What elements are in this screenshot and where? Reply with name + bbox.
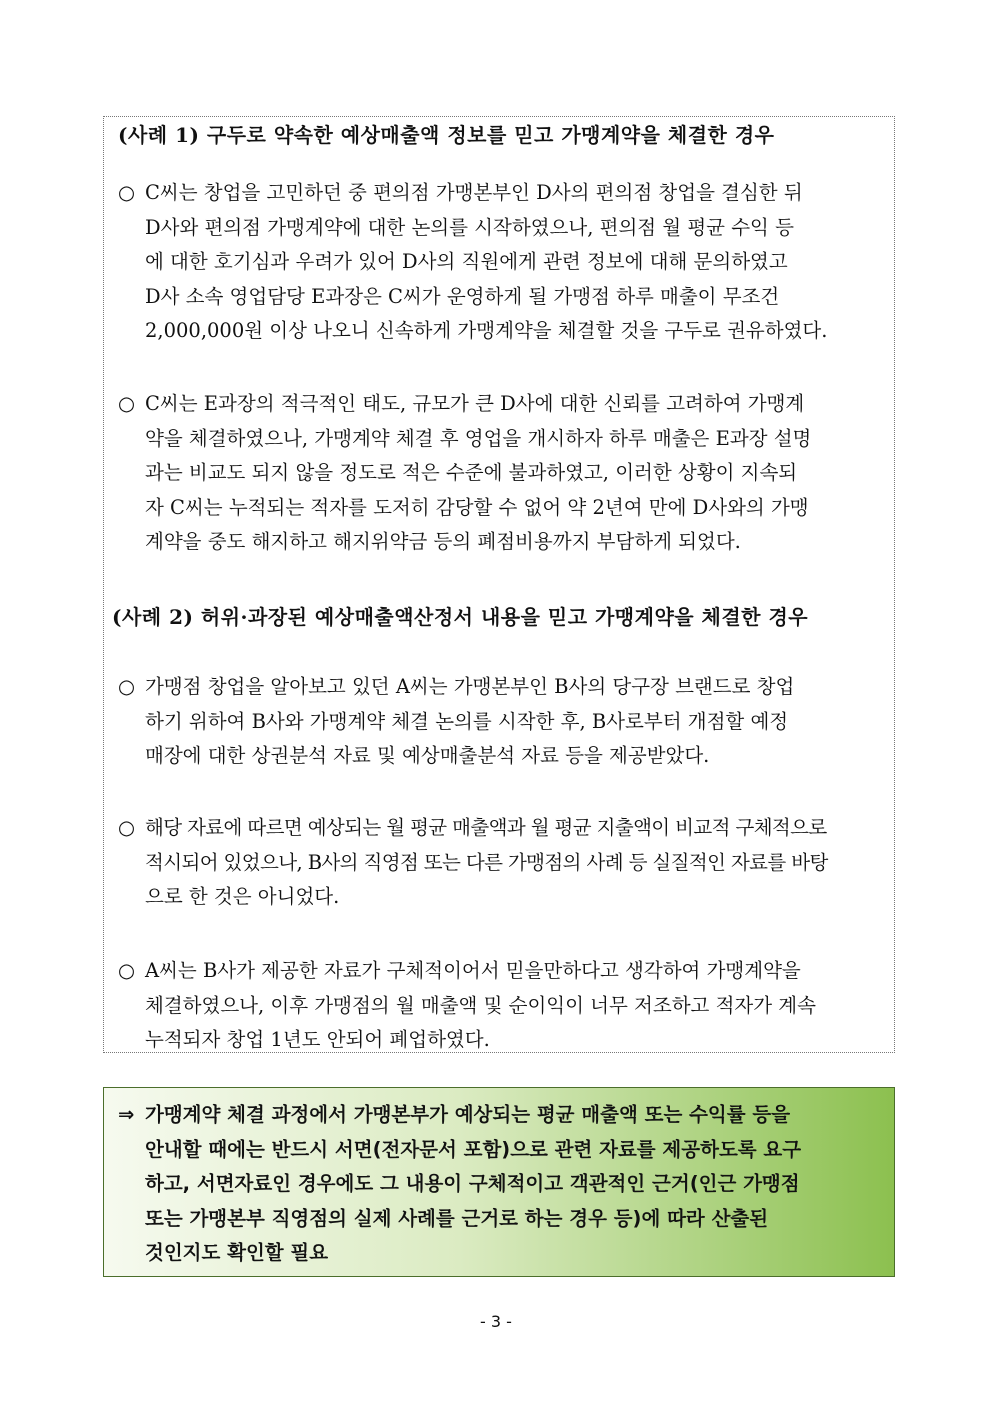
bullet-line: 체결하였으나, 이후 가맹점의 월 매출액 및 순이익이 너무 저조하고 적자가 계속 [145,993,816,1017]
summary-line: 안내할 때에는 반드시 서면(전자문서 포함)으로 관련 자료를 제공하도록 요구 [145,1137,802,1161]
case1-bullet-1 [118,176,890,349]
bullet-line: 과는 비교도 되지 않을 정도로 적은 수준에 불과하였고, 이러한 상황이 지속되 [145,461,798,484]
bullet-line: 적시되어 있었으나, B사의 직영점 또는 다른 가맹점의 사례 등 실질적인 자료를 바탕 [145,850,828,874]
bullet-mark: ○ [118,675,136,698]
case2-title: (사례 2) 허위·과장된 예상매출액산정서 내용을 믿고 가맹계약을 체결한 경우 [112,605,809,629]
page-number: - 3 - [480,1312,512,1331]
case2-bullet-1 [118,670,890,774]
summary-line: 가맹계약 체결 과정에서 가맹본부가 예상되는 평균 매출액 또는 수익률 등을 [145,1103,791,1126]
case-examples-box [103,116,895,1053]
bullet-line: 해당 자료에 따르면 예상되는 월 평균 매출액과 월 평균 지출액이 비교적 구체적으로 [145,816,827,839]
bullet-line: D사 소속 영업담당 E과장은 C씨가 운영하게 될 가맹점 하루 매출이 무조건 [145,284,780,308]
bullet-mark: ○ [118,181,136,204]
bullet-line: 약을 체결하였으나, 가맹계약 체결 후 영업을 개시하자 하루 매출은 E과장 설명 [145,426,812,450]
bullet-line: D사와 편의점 가맹계약에 대한 논의를 시작하였으나, 편의점 월 평균 수익 등 [145,215,794,239]
summary-line: 또는 가맹본부 직영점의 실제 사례를 근거로 하는 경우 등)에 따라 산출된 [145,1206,769,1230]
bullet-line: A씨는 B사가 제공한 자료가 구체적이어서 믿을만하다고 생각하여 가맹계약을 [145,959,801,982]
bullet-line: C씨는 E과장의 적극적인 태도, 규모가 큰 D사에 대한 신뢰를 고려하여 가맹계 [145,392,805,415]
arrow-icon: ⇒ [118,1103,135,1126]
bullet-line: 으로 한 것은 아니었다. [145,885,340,908]
bullet-line: 2,000,000원 이상 나오니 신속하게 가맹계약을 체결할 것을 구두로 권유하였다. [145,319,828,342]
case1-bullet-2 [118,387,890,560]
summary-box [103,1087,895,1277]
bullet-mark: ○ [118,392,136,415]
bullet-line: 가맹점 창업을 알아보고 있던 A씨는 가맹본부인 B사의 당구장 브랜드로 창업 [145,675,795,698]
bullet-line: 에 대한 호기심과 우려가 있어 D사의 직원에게 관련 정보에 대해 문의하였고 [145,250,788,273]
bullet-line: 매장에 대한 상권분석 자료 및 예상매출분석 자료 등을 제공받았다. [145,744,710,767]
summary-line: 하고, 서면자료인 경우에도 그 내용이 구체적이고 객관적인 근거(인근 가맹점 [145,1172,800,1195]
bullet-line: 누적되자 창업 1년도 안되어 폐업하였다. [145,1028,490,1051]
bullet-line: 자 C씨는 누적되는 적자를 도저히 감당할 수 없어 약 2년여 만에 D사와의 가맹 [145,495,809,519]
summary-text [118,1098,888,1271]
bullet-line: C씨는 창업을 고민하던 중 편의점 가맹본부인 D사의 편의점 창업을 결심한 뒤 [145,181,803,204]
bullet-mark: ○ [118,816,136,839]
bullet-line: 계약을 중도 해지하고 해지위약금 등의 폐점비용까지 부담하게 되었다. [145,530,741,553]
case1-title: (사례 1) 구두로 약속한 예상매출액 정보를 믿고 가맹계약을 체결한 경우 [118,123,775,147]
case2-bullet-3 [118,954,890,1058]
bullet-mark: ○ [118,959,136,982]
summary-line: 것인지도 확인할 필요 [145,1241,329,1264]
bullet-line: 하기 위하여 B사와 가맹계약 체결 논의를 시작한 후, B사로부터 개점할 예정 [145,709,789,733]
case2-bullet-2 [118,811,890,915]
